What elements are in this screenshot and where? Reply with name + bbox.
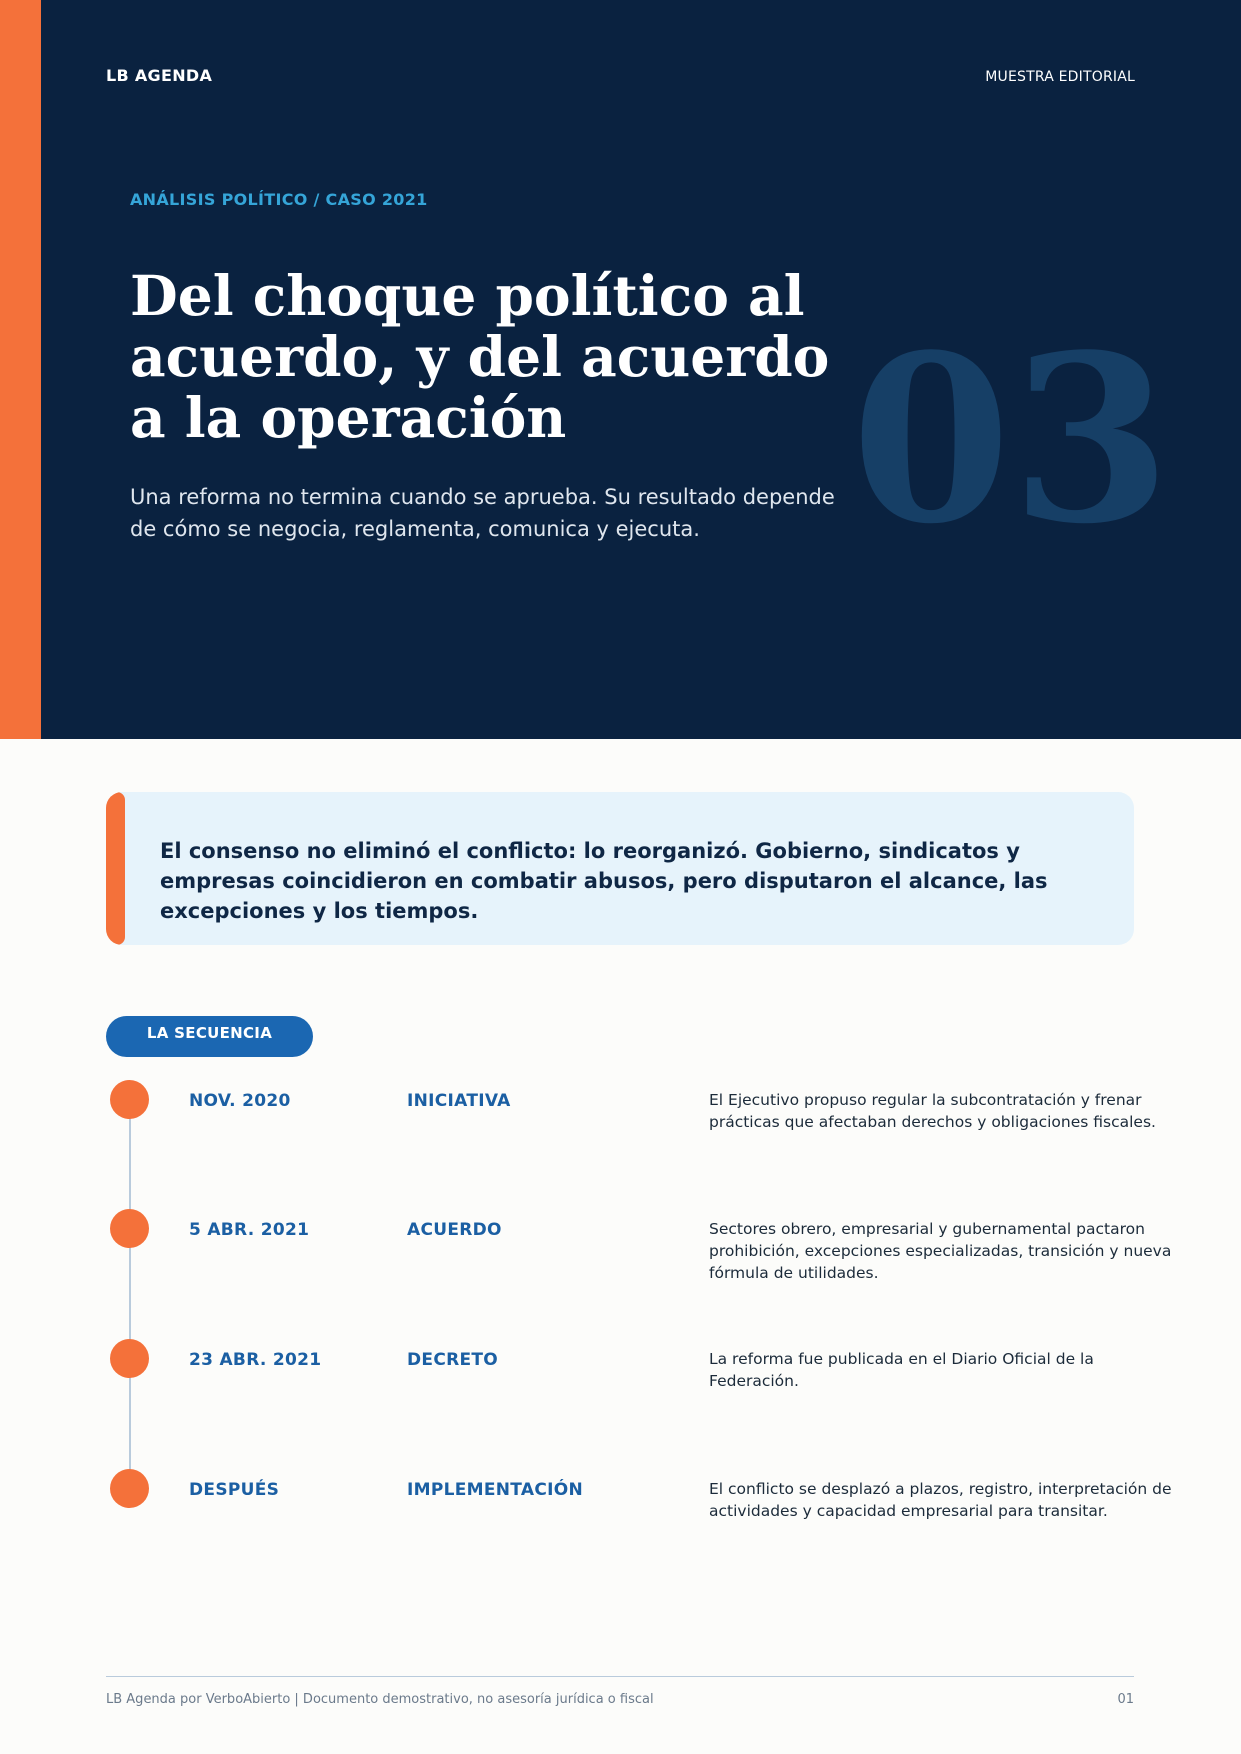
footer-note: LB Agenda por VerboAbierto | Documento demostrativo, no asesoría jurídica o fiscal [106,1692,654,1707]
timeline-phase: ACUERDO [407,1220,502,1240]
timeline-dot [110,1469,149,1508]
timeline-date: 5 ABR. 2021 [189,1220,310,1240]
timeline-date: 23 ABR. 2021 [189,1350,322,1370]
timeline-dot [110,1209,149,1248]
page-title: Del choque político al acuerdo, y del acuerdo a la operación [130,263,830,450]
timeline-date: NOV. 2020 [189,1091,291,1111]
timeline-item [0,1339,1241,1449]
timeline-description: El conflicto se desplazó a plazos, registro, interpretación de actividades y capacidad empresarial para transitar. [709,1480,1172,1520]
key-insight-callout [106,792,1134,945]
timeline-phase: IMPLEMENTACIÓN [407,1480,584,1500]
timeline-description: El Ejecutivo propuso regular la subcontratación y frenar prácticas que afectaban derechos y obligaciones fiscales. [709,1091,1156,1131]
timeline-description: Sectores obrero, empresarial y gubernamental pactaron prohibición, excepciones especializadas, transición y nueva fórmula de utilidades. [709,1220,1172,1282]
sequence-label: LA SECUENCIA [106,1016,313,1057]
callout-text: El consenso no eliminó el conflicto: lo reorganizó. Gobierno, sindicatos y empresas coincidieron en combatir abusos, pero disputaron el alcance, las excepciones y los tiempos. [160,839,1048,923]
page-subtitle: Una reforma no termina cuando se aprueba. Su resultado depende de cómo se negocia, reglamenta, comunica y ejecuta. [130,485,835,541]
timeline-phase: INICIATIVA [407,1091,511,1111]
section-number: 03 [851,305,1172,575]
accent-bar [0,0,41,739]
section-kicker: ANÁLISIS POLÍTICO / CASO 2021 [130,190,428,209]
brand-logo: LB AGENDA [106,66,213,85]
callout-accent-bar [106,792,125,945]
timeline-item [0,1080,1241,1190]
page-number: 01 [1117,1692,1134,1707]
timeline-phase: DECRETO [407,1350,499,1370]
timeline-item [0,1469,1241,1579]
edition-label: MUESTRA EDITORIAL [985,69,1135,85]
footer-divider [106,1676,1134,1677]
timeline-dot [110,1080,149,1119]
timeline-dot [110,1339,149,1378]
timeline-item [0,1209,1241,1319]
timeline-date: DESPUÉS [189,1480,280,1500]
timeline-description: La reforma fue publicada en el Diario Oficial de la Federación. [709,1350,1094,1390]
hero-header [0,0,1241,739]
